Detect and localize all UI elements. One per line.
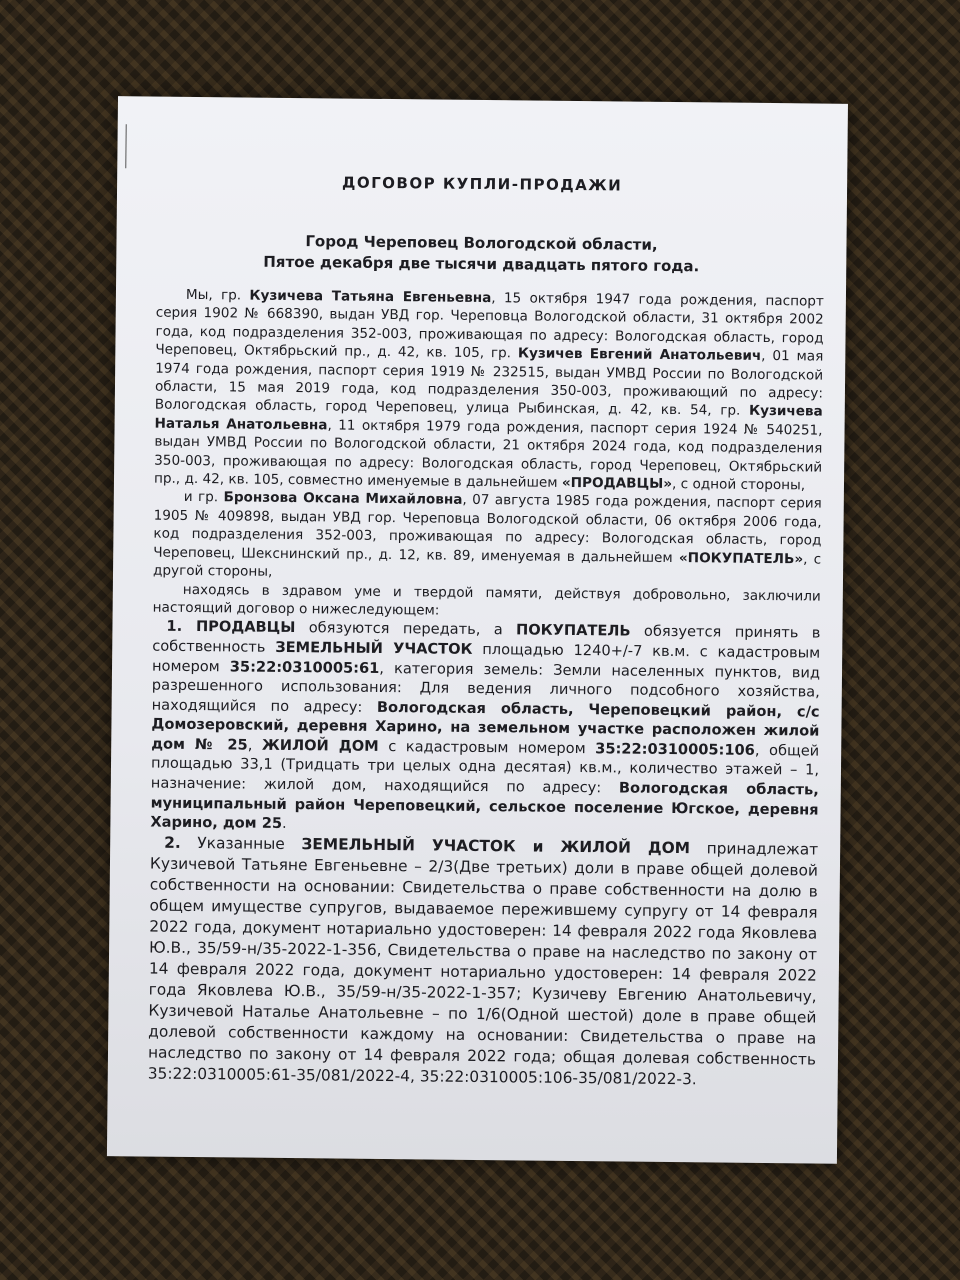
seller3-name: Кузичева Наталья Анатольевна — [154, 403, 823, 434]
clause2-text-1: Указанные — [180, 833, 302, 853]
intro-text: Мы, гр. — [185, 286, 250, 304]
clause1-number: 1. — [166, 618, 197, 636]
clause1-plot-address: Вологодская область, Череповецкий район, с/с Домозеровский, деревня Харино, на земельном участке расположен жилой дом № 25 — [151, 698, 820, 754]
margin-mark — [125, 124, 126, 168]
clause1-text-6: с кадастровым номером — [378, 737, 596, 758]
sellers-tail: , с одной стороны, — [671, 476, 806, 494]
seller2-details: , 01 мая 1974 года рождения, паспорт серия 1919 № 232515, выдан УМВД России по Вологодской области, 15 мая 2019 года, код подразделения 350-003, проживающий по адресу: Вологодская область, город Череповец, улица Рыбинская, д. 42, кв. 54, гр. — [154, 348, 824, 420]
clause1-text-1: обязуются передать, а — [295, 619, 517, 639]
date-line: Пятое декабря две тысячи двадцать пятого года. — [263, 252, 700, 276]
clause1-house-address: Вологодская область, муниципальный район Череповецкий, сельское поселение Югское, деревня Харино, дом 25 — [150, 779, 819, 833]
clause-1 — [150, 617, 820, 840]
clause1-sellers: ПРОДАВЦЫ — [195, 618, 296, 637]
buyer-tail: , с другой стороны, — [152, 551, 822, 580]
buyer-intro: и гр. — [183, 489, 224, 506]
clause1-plot-cadastral: 35:22:0310005:61 — [229, 657, 380, 677]
contract-page — [107, 96, 848, 1164]
clause1-text-2: обязуется принять в собственность — [152, 622, 821, 656]
seller3-details: , 11 октября 1979 года рождения, паспорт серия 1924 № 540251, выдан УМВД России по Вологодской области, 21 октября 2024 года, код подразделения 350-003, проживающая по адресу: Вологодская область, город Череповец, Октябрьский пр., д. 42, кв. 105, совместно именуемые в дальнейшем — [153, 417, 823, 491]
sellers-term: «ПРОДАВЦЫ» — [561, 474, 673, 493]
clause-2 — [148, 832, 819, 1091]
clause1-house-cadastral: 35:22:0310005:106 — [595, 740, 755, 759]
parties-buyer — [153, 488, 822, 587]
buyer-details: , 07 августа 1985 года рождения, паспорт серия 1905 № 409898, выдан УВД гор. Череповца Вологодской области, 06 октября 2006 года, код подразделения 352-003, проживающая по адресу: Вологодская область, город Череповец, Шекснинский пр., д. 12, кв. 89, именуемая в дальнейшем — [153, 492, 822, 566]
clause2-number: 2. — [164, 833, 181, 852]
seller1-name: Кузичева Татьяна Евгеньевна — [249, 287, 492, 307]
clause2-text-2: принадлежат Кузичевой Татьяне Евгеньевне – 2/3(Две третьих) доли в праве общей долевой собственности на основании: Свидетельства о праве собственности на долю в общем имуществе супругов, выдаваемое пережившему супругу от 14 февраля 2022 года, документ нотариально удостоверен: 14 февраля 2022 года Яковлева Ю.В., 35/59-н/35-2022-1-356, Свидетельства о праве на наследство по закону от 14 февраля 2022 года, документ нотариально удостоверен: 14 февраля 2022 года Яковлева Ю.В., 35/59-н/35-2022-1-357; Кузичеву Евгению Анатольевичу, Кузичевой Наталье Анатольевне – по 1/6(Одной шестой) доле в праве общей долевой собственности каждому на основании: Свидетельства о праве на наследство по закону от 14 февраля 2022 года; общая долевая собственность 35:22:0310005:61-35/081/2022-4, 35:22:0310005:106-35/081/2022-3. — [147, 839, 819, 1089]
document-title: ДОГОВОР КУПЛИ-ПРОДАЖИ — [341, 173, 623, 195]
city-line: Город Череповец Вологодской области, — [305, 232, 658, 254]
clause1-text-3: площадью 1240+/-7 кв.м. с кадастровым номером — [151, 640, 821, 675]
agreement-statement: находясь в здравом уме и твердой памяти, действуя добровольно, заключили настоящий договор о нижеследующем: — [152, 581, 821, 619]
clause1-house: ЖИЛОЙ ДОМ — [261, 736, 379, 755]
clause1-buyer: ПОКУПАТЕЛЬ — [516, 621, 631, 640]
parties-sellers — [154, 286, 824, 495]
clause1-text-5: , — [247, 736, 263, 754]
clause1-text-7: , общей площадью 33,1 (Тридцать три целых одна десятая) кв.м., количество этажей – 1, назначение: жилой дом, находящийся по адресу: — [150, 741, 820, 797]
seller2-name: Кузичев Евгений Анатольевич — [517, 345, 762, 365]
clause1-text-4: , категория земель: Земли населенных пунктов, вид разрешенного использования: Для ведения личного подсобного хозяйства, находящийся по адресу: — [151, 659, 821, 716]
buyer-term: «ПОКУПАТЕЛЬ» — [678, 549, 804, 568]
clause1-text-8: . — [281, 815, 287, 833]
contract-body — [108, 285, 846, 1091]
clause1-plot: ЗЕМЕЛЬНЫЙ УЧАСТОК — [275, 638, 473, 658]
clause2-subject: ЗЕМЕЛЬНЫЙ УЧАСТОК и ЖИЛОЙ ДОМ — [301, 834, 691, 858]
city-date-block — [116, 229, 846, 279]
seller1-details: , 15 октября 1947 года рождения, паспорт серия 1902 № 668390, выдан УВД гор. Череповца Вологодской области, 31 октября 2002 года, код подразделения 352-003, проживающая по адресу: Вологодская область, город Череповец, Октябрьский пр., д. 42, кв. 105, гр. — [155, 290, 824, 362]
buyer-name: Бронзова Оксана Михайловна — [223, 489, 463, 509]
